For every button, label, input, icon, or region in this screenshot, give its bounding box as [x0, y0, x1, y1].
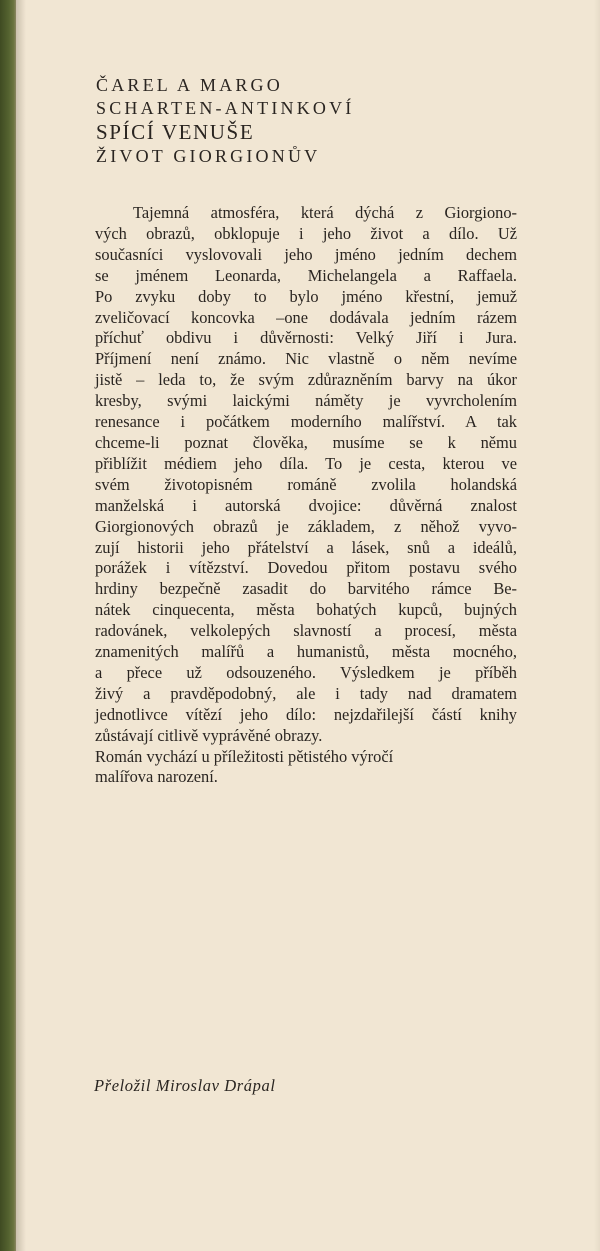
- blurb-text: [95, 203, 517, 788]
- blurb-line: kresby, svými laickými náměty je vyvrcholením: [95, 391, 517, 411]
- book-title: SPÍCÍ VENUŠE: [96, 120, 255, 144]
- paper-edge: [594, 0, 600, 1251]
- blurb-line: Giorgionových obrazů je základem, z něhož vyvo-: [95, 516, 517, 536]
- blurb-line: renesance i počátkem moderního malířství. A tak: [95, 412, 517, 432]
- book-subtitle: ŽIVOT GIORGIONŮV: [96, 146, 321, 166]
- blurb-line: vých obrazů, obklopuje i jeho život a dílo. Už: [95, 223, 517, 243]
- book-header: [96, 74, 576, 168]
- blurb-line: malířova narození.: [95, 767, 218, 787]
- blurb-line: chceme-li poznat člověka, musíme se k němu: [95, 432, 517, 452]
- blurb-line: porážek i vítězství. Dovedou přitom postavu svého: [95, 558, 517, 578]
- blurb-line: současníci vyslovovali jeho jméno jedním dechem: [95, 244, 517, 264]
- blurb-line: Příjmení není známo. Nic vlastně o něm nevíme: [95, 349, 517, 369]
- blurb-line: Po zvyku doby to bylo jméno křestní, jemuž: [95, 286, 517, 306]
- spine-shadow: [16, 0, 26, 1251]
- author-line-1: ČAREL A MARGO: [96, 75, 283, 95]
- translator-credit: Přeložil Miroslav Drápal: [94, 1076, 276, 1095]
- blurb-line: jednotlivce vítězí jeho dílo: nejzdařilejší částí knihy: [95, 704, 517, 724]
- blurb-line: zveličovací koncovka –one dodávala jedním rázem: [95, 307, 517, 327]
- blurb-line: příchuť obdivu i důvěrnosti: Velký Jiří i Jura.: [95, 328, 517, 348]
- blurb-line: radovánek, velkolepých slavností a procesí, města: [95, 621, 517, 641]
- blurb-line: znamenitých malířů a humanistů, města mocného,: [95, 642, 517, 662]
- blurb-line: zůstávají citlivě vyprávěné obrazy.: [95, 725, 323, 745]
- blurb-line: hrdiny bezpečně zasadit do barvitého rámce Be-: [95, 579, 517, 599]
- blurb-line: manželská i autorská dvojice: důvěrná znalost: [95, 495, 517, 515]
- blurb-line: nátek cinquecenta, města bohatých kupců, bujných: [95, 600, 517, 620]
- blurb-line: se jménem Leonarda, Michelangela a Raffaela.: [95, 265, 517, 285]
- author-line-2: SCHARTEN-ANTINKOVÍ: [96, 98, 355, 118]
- blurb-line: a přece už odsouzeného. Výsledkem je příběh: [95, 662, 517, 682]
- blurb-line: živý a pravděpodobný, ale i tady nad dramatem: [95, 683, 517, 703]
- blurb-line: přiblížit médiem jeho díla. To je cesta, kterou ve: [95, 453, 517, 473]
- blurb-line: svém životopisném románě zvolila holandská: [95, 474, 517, 494]
- book-spine: [0, 0, 16, 1251]
- blurb-line: Román vychází u příležitosti pětistého výročí: [95, 746, 394, 766]
- blurb-line: zují historii jeho přátelství a lásek, snů a ideálů,: [95, 537, 517, 557]
- blurb-line: jistě – leda to, že svým zdůrazněním barvy na úkor: [95, 370, 517, 390]
- blurb-line: Tajemná atmosféra, která dýchá z Giorgiono-: [133, 203, 517, 222]
